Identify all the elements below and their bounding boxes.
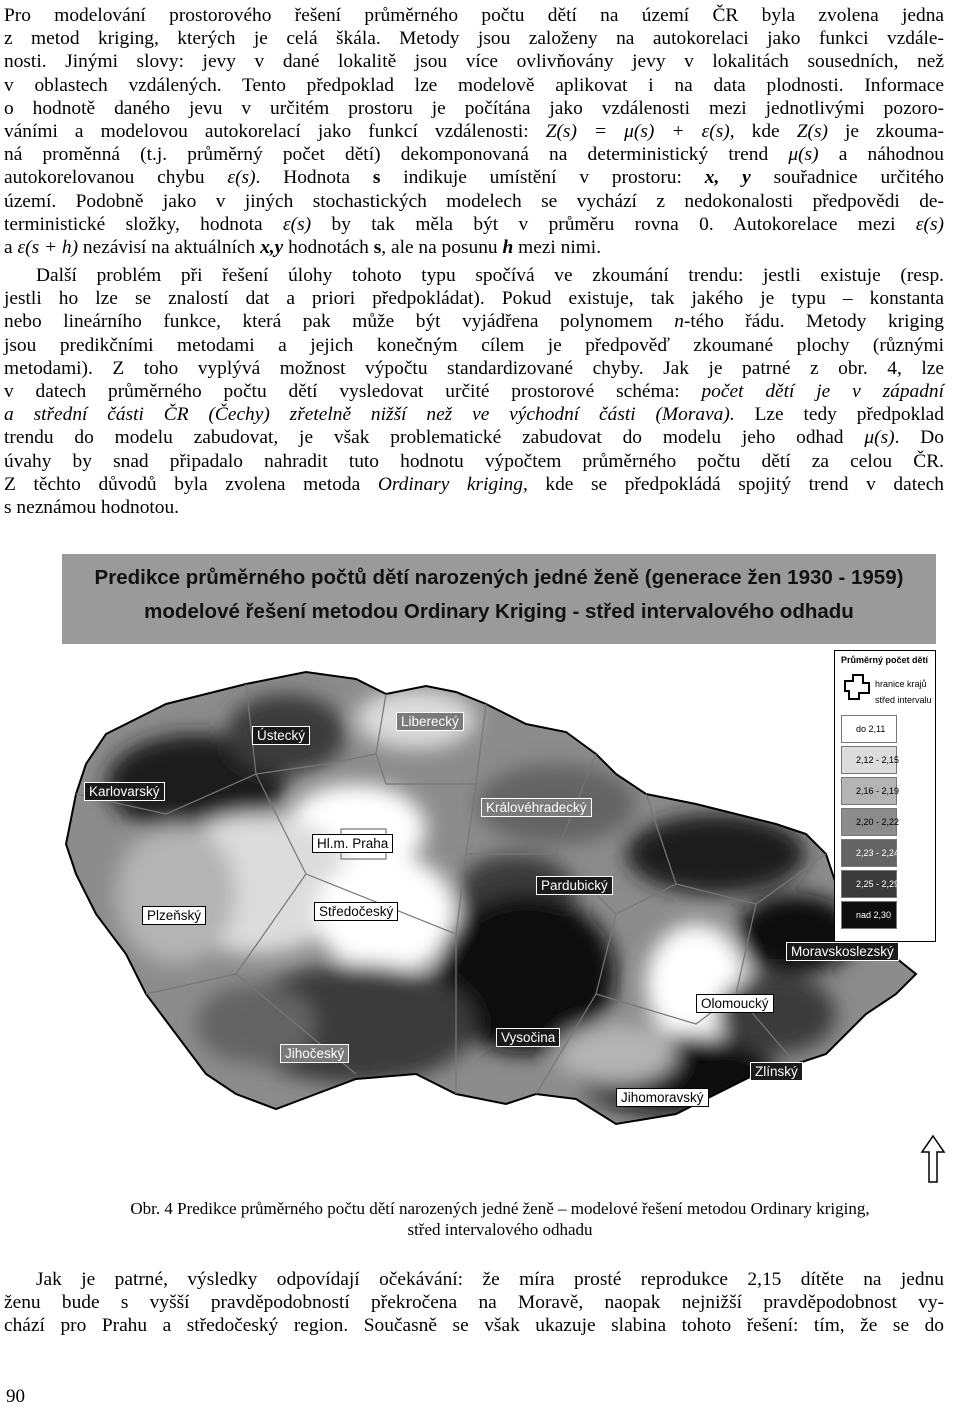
legend-class-label: nad 2,30 bbox=[856, 910, 892, 920]
text-line bbox=[4, 473, 944, 496]
text-line: Pro modelování prostorového řešení průměrného počtu dětí na území ČR byla zvolena jedna bbox=[4, 5, 944, 26]
text-fragment: by tak měla být v průměru rovna 0. Autokorelace mezi bbox=[331, 213, 896, 235]
kriging-map-figure bbox=[56, 554, 946, 1190]
legend-class-label: 2,23 - 2,24 bbox=[856, 848, 900, 858]
text-fragment: , kde bbox=[729, 121, 780, 143]
text-line bbox=[4, 380, 944, 403]
text-fragment: autokorelovanou chybu bbox=[4, 167, 205, 189]
bold-term: h bbox=[502, 237, 514, 259]
text-line bbox=[4, 120, 944, 143]
text-line: jestli ho lze se znalostí dat a priori předpokládat). Pokud existuje, tak jakého je typu – konstanta bbox=[4, 288, 944, 310]
region-label-kralovehradecky: Královéhradecký bbox=[481, 798, 592, 817]
text-line: o hodnotě daného jevu v určitém prostoru je počítána jako vzdálenosti mezi jednotlivými pozoro- bbox=[4, 97, 944, 119]
text-fragment: a náhodnou bbox=[838, 144, 945, 166]
figure-subtitle: modelové řešení metodou Ordinary Kriging - střed intervalového odhadu bbox=[144, 600, 854, 623]
bold-term: s bbox=[372, 167, 381, 189]
text-line: ženu bude s vyšší pravděpodobností překročena na Moravě, naopak nejnižší pravděpodobnost vy- bbox=[4, 1292, 944, 1314]
italic-text: počet dětí je v západní bbox=[701, 381, 944, 403]
bold-term: x, y bbox=[704, 167, 751, 189]
figure-caption bbox=[60, 1198, 940, 1240]
boundary-symbol-icon bbox=[841, 671, 871, 701]
legend-row bbox=[841, 901, 931, 927]
legend-swatch bbox=[841, 839, 900, 867]
north-arrow-icon bbox=[920, 1134, 946, 1184]
legend-row bbox=[841, 839, 931, 865]
legend-class-label: 2,20 - 2,22 bbox=[856, 817, 900, 827]
legend-class-label: 2,25 - 2,29 bbox=[856, 879, 900, 889]
legend-title: Průměrný počet dětí bbox=[841, 655, 929, 665]
text-line: Jak je patrné, výsledky odpovídají očekávání: že míra prosté reprodukce 2,15 dítěte na jednu bbox=[36, 1269, 944, 1290]
text-fragment: ná proměnná (t.j. průměrný počet dětí) dekomponovaná na deterministický trend bbox=[4, 144, 769, 166]
formula: μ(s) bbox=[864, 427, 895, 449]
region-label-zlinsky: Zlínský bbox=[750, 1062, 803, 1081]
region-label-liberecky: Liberecký bbox=[396, 712, 464, 731]
text-fragment: hodnotách bbox=[288, 237, 369, 259]
paragraph-kriging-intro bbox=[4, 4, 944, 259]
legend-class-label: do 2,11 bbox=[856, 724, 886, 734]
text-line bbox=[4, 310, 944, 333]
legend-row bbox=[841, 715, 931, 741]
region-label-vysocina: Vysočina bbox=[496, 1028, 560, 1047]
italic-text: Ordinary kriging bbox=[377, 473, 523, 495]
text-line: metodami). Z toho vyplývá možnost výpočtu standardizované chyby. Jak je patrné z obr. 4, lze bbox=[4, 357, 944, 379]
legend-row bbox=[841, 746, 931, 772]
text-fragment: Z těchto důvodů byla zvolena metoda bbox=[4, 473, 361, 495]
region-label-pardubicky: Pardubický bbox=[536, 876, 613, 895]
text-line bbox=[4, 426, 944, 449]
region-label-praha: Hl.m. Praha bbox=[312, 834, 393, 853]
legend-swatch bbox=[841, 777, 900, 805]
region-label-ustecky: Ústecký bbox=[252, 726, 310, 745]
text-line bbox=[4, 403, 944, 426]
text-fragment: a bbox=[4, 237, 13, 259]
formula: ε(s) bbox=[915, 213, 944, 235]
region-label-jihocesky: Jihočeský bbox=[280, 1044, 349, 1063]
text-line: v oblastech vzdálených. Tento předpoklad lze modelově aplikovat i na data plodnosti. Informace bbox=[4, 74, 944, 96]
region-label-olomoucky: Olomoucký bbox=[696, 994, 774, 1013]
legend-row bbox=[841, 870, 931, 896]
text-fragment: . Hodnota bbox=[255, 167, 351, 189]
italic-text: a střední části ČR (Čechy) zřetelně nižší než ve východní části (Morava). bbox=[4, 404, 735, 426]
text-line: jsou predikčními metodami a jejich konečným cílem je předpověď zkoumané plochy (různými bbox=[4, 334, 944, 356]
text-fragment: je zkouma- bbox=[845, 121, 944, 143]
legend-boundary-label: hranice krajů bbox=[875, 679, 927, 689]
bold-term: s bbox=[373, 237, 382, 259]
formula: ε(s) bbox=[227, 167, 256, 189]
text-line: chází pro Prahu a středočeský region. Současně se však ukazuje slabina tohoto řešení: tím, že se do bbox=[4, 1315, 944, 1337]
region-label-plzensky: Plzeňský bbox=[142, 906, 206, 925]
caption-line: Obr. 4 Predikce průměrného počtu dětí narozených jedné ženě – modelové řešení metodou Ordinary kriging, bbox=[130, 1199, 870, 1218]
legend-swatch bbox=[841, 746, 900, 774]
text-fragment: souřadnice určitého bbox=[773, 167, 944, 189]
legend-swatch bbox=[841, 870, 900, 898]
text-fragment: -tého řádu. Metody kriging bbox=[683, 311, 944, 333]
text-line: nosti. Jinými slovy: jevy v dané lokalitě jsou více ovlivňovány jevy v lokalitách sousedních, než bbox=[4, 51, 944, 73]
map-legend bbox=[834, 650, 936, 942]
text-line: z metod kriging, kterých je celá škála. Metody jsou založeny na autokorelaci jako funkci vzdále- bbox=[4, 28, 944, 50]
text-fragment: v datech průměrného počtu dětí vysledovat určité prostorové schéma: bbox=[4, 381, 680, 403]
text-line: Další problém při řešení úlohy tohoto typu spočívá ve zkoumání trendu: jestli existuje (resp. bbox=[36, 265, 944, 286]
formula: μ(s) bbox=[788, 144, 819, 166]
text-line: úvahy by snad připadalo nahradit tuto hodnotu výpočtem průměrného počtu dětí za celou ČR. bbox=[4, 450, 944, 472]
text-line bbox=[4, 213, 944, 236]
legend-center-label: střed intervalu bbox=[875, 695, 932, 705]
italic-term: n bbox=[674, 311, 684, 333]
text-line bbox=[4, 236, 944, 259]
text-fragment: , ale na posunu bbox=[381, 237, 498, 259]
czech-map bbox=[56, 554, 946, 1190]
text-fragment: Lze tedy předpoklad bbox=[754, 404, 944, 426]
caption-line: střed intervalového odhadu bbox=[407, 1220, 593, 1239]
region-label-moravskoslezsky: Moravskoslezský bbox=[786, 942, 899, 961]
legend-swatch bbox=[841, 808, 900, 836]
text-fragment: váními a modelovou autokorelací jako funkcí vzdálenosti: bbox=[4, 121, 529, 143]
legend-row bbox=[841, 777, 931, 803]
text-fragment: indikuje umístění v prostoru: bbox=[403, 167, 682, 189]
paragraph-trend bbox=[4, 264, 944, 519]
region-label-jihomoravsky: Jihomoravský bbox=[616, 1088, 709, 1107]
formula: Z(s) = μ(s) + ε(s) bbox=[545, 121, 730, 143]
text-fragment: nebo lineárního funkce, která pak může být vyjádřena polynomem bbox=[4, 311, 653, 333]
text-line: území. Podobně jako v jiných stochastických modelech se vychází z nedokonalosti předpovědi de- bbox=[4, 190, 944, 212]
text-fragment: trendu do modelu zabudovat, je však problematické zabudovat do modelu jeho odhad bbox=[4, 427, 844, 449]
page-number: 90 bbox=[6, 1386, 25, 1407]
text-fragment: nezávisí na aktuálních bbox=[82, 237, 256, 259]
paragraph-results bbox=[4, 1268, 944, 1338]
region-label-karlovarsky: Karlovarský bbox=[84, 782, 165, 801]
legend-row bbox=[841, 808, 931, 834]
text-fragment: terministické složky, hodnota bbox=[4, 213, 263, 235]
text-fragment: . Do bbox=[894, 427, 944, 449]
text-fragment: , kde se předpokládá spojitý trend v datech bbox=[522, 473, 944, 495]
legend-swatch bbox=[841, 901, 897, 929]
figure-title: Predikce průměrného počtů dětí narozených jedné ženě (generace žen 1930 - 1959) bbox=[94, 566, 904, 589]
formula: Z(s) bbox=[796, 121, 828, 143]
legend-class-label: 2,12 - 2,15 bbox=[856, 755, 900, 765]
legend-class-label: 2,16 - 2,19 bbox=[856, 786, 900, 796]
formula: ε(s + h) bbox=[17, 237, 79, 259]
bold-term: x,y bbox=[260, 237, 284, 259]
text-line bbox=[4, 166, 944, 189]
legend-swatch bbox=[841, 715, 897, 743]
formula: ε(s) bbox=[283, 213, 312, 235]
text-line: s neznámou hodnotou. bbox=[4, 497, 180, 519]
text-line bbox=[4, 143, 944, 166]
region-label-stredocesky: Středočeský bbox=[314, 902, 398, 921]
text-fragment: mezi nimi. bbox=[518, 237, 602, 259]
